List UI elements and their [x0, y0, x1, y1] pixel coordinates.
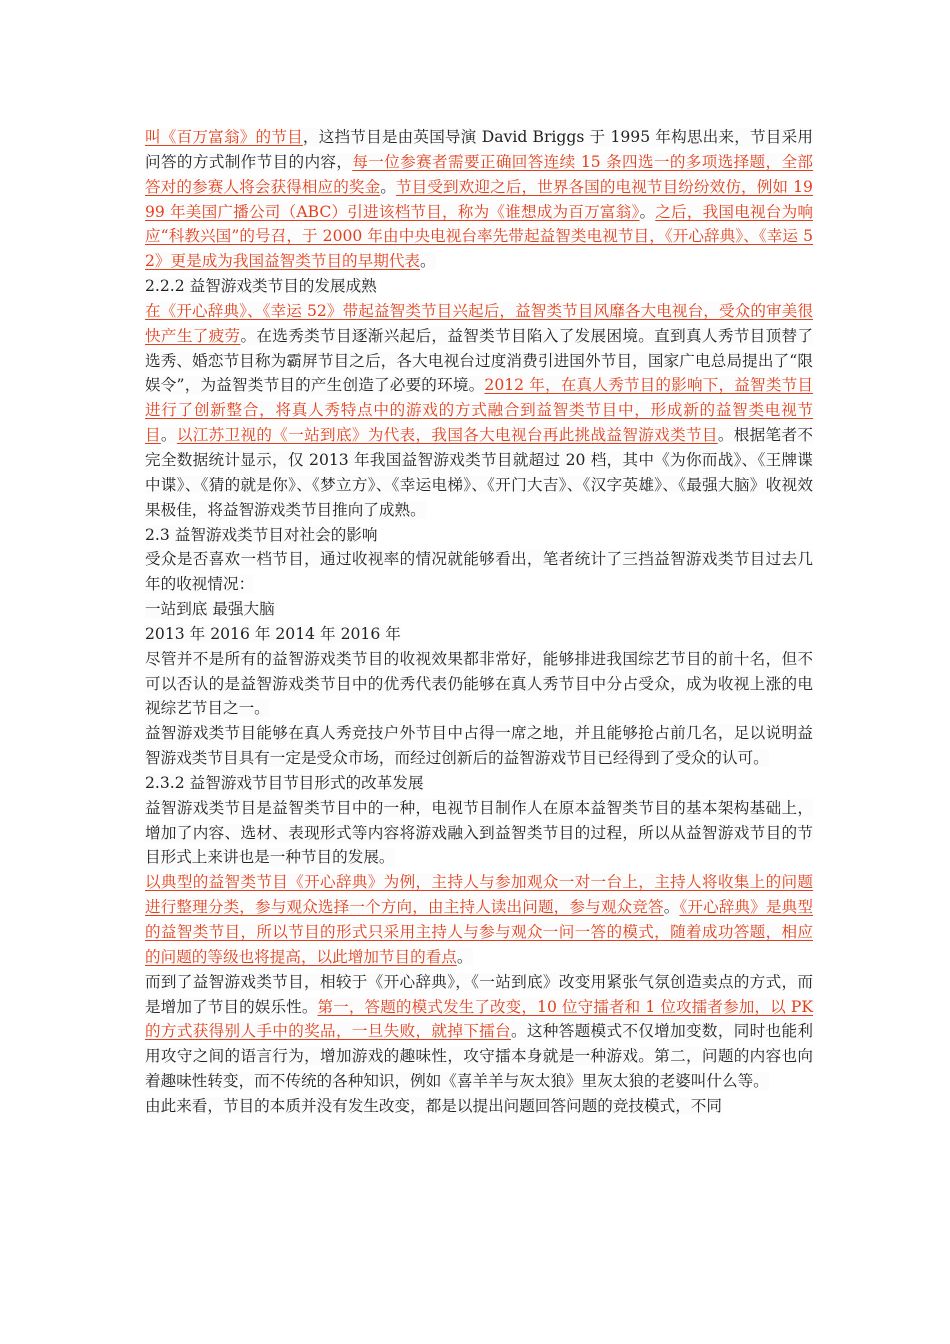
highlighted-text: 叫《百万富翁》的节目 — [145, 128, 303, 146]
paragraph — [145, 125, 813, 274]
paragraph-text — [145, 625, 401, 643]
paragraph-text — [145, 550, 813, 593]
paragraph-text — [145, 1097, 722, 1115]
body-text: 。在选秀类节目逐渐兴起后，益智类节目陷入了发展困境。直到真人秀节目顶替了选秀、婚恋节目称为霸屏节目之后，各大电视台过度消费引进国外节目，国家广电总局提出了“限娱令”，为益智类节目的产生创造了必要的环境。 — [145, 326, 813, 395]
paragraph-text — [145, 650, 813, 718]
document-body — [145, 125, 813, 1119]
body-text: 益智游戏类节目是益智类节目中的一种，电视节目制作人在原本益智类节目的基本架构基础上，增加了内容、选材、表现形式等内容将游戏融入到益智类节目的过程，所以从益智游戏节目的节目形式上来讲也是一种节目的发展。 — [145, 798, 813, 867]
highlighted-text: 之后，我国电视台为响应“科教兴国”的号召，于 2000 年由中央电视台率先带起益智类电视节目，《开心辞典》、《幸运 52》更是成为我国益智类节目的早期代表 — [145, 202, 813, 271]
paragraph — [145, 622, 813, 647]
body-text: 。 — [380, 177, 396, 196]
paragraph — [145, 523, 813, 548]
highlighted-text: 在《开心辞典》、《幸运 52》带起益智类节目兴起后，益智类节目风靡各大电视台，受众的审美很快产生了疲劳 — [145, 301, 813, 345]
body-text: 。 — [663, 898, 680, 917]
paragraph-text — [145, 526, 377, 544]
highlighted-text: 第一，答题的模式发生了改变，10 位守擂者和 1 位攻擂者参加，以 PK 的方式获得别人手中的奖品，一旦失败，就掉下擂台 — [145, 997, 813, 1041]
paragraph-text — [145, 873, 813, 966]
paragraph-text — [145, 973, 813, 1090]
paragraph — [145, 299, 813, 523]
paragraph-text — [145, 724, 813, 767]
paragraph — [145, 647, 813, 722]
paragraph — [145, 771, 813, 796]
body-text: 一站到底 最强大脑 — [145, 600, 275, 619]
paragraph — [145, 970, 813, 1094]
paragraph — [145, 796, 813, 871]
body-text: 受众是否喜欢一档节目，通过收视率的情况就能够看出，笔者统计了三挡益智游戏类节目过去几年的收视情况： — [145, 550, 813, 594]
body-text: 。 — [420, 252, 436, 271]
highlighted-text: 2012 年，在真人秀节目的影响下，益智类节目进行了创新整合，将真人秀特点中的游戏的方式融合到益智类节目中，形成新的益智类电视节目 — [145, 376, 813, 445]
paragraph-text — [145, 799, 813, 867]
highlighted-text: 每一位参赛者需要正确回答连续 15 条四选一的多项选择题，全部答对的参赛人将会获得相应的奖金 — [145, 152, 813, 196]
highlighted-text: 《开心辞典》是典型的益智类节目，所以节目的形式只采用主持人与参与观众一问一答的模式，随着成功答题，相应的问题的等级也将提高，以此增加节目的看点 — [145, 898, 813, 966]
body-text: 尽管并不是所有的益智游戏类节目的收视效果都非常好，能够排进我国综艺节目的前十名，但不可以否认的是益智游戏类节目中的优秀代表仍能够在真人秀节目中分占受众，成为收视上涨的电视综艺节目之一。 — [145, 649, 813, 718]
paragraph — [145, 597, 813, 622]
body-text: 2.3.2 益智游戏节目节目形式的改革发展 — [145, 773, 424, 792]
paragraph — [145, 721, 813, 771]
paragraph — [145, 1094, 813, 1119]
body-text: 。 — [160, 426, 177, 445]
paragraph-text — [145, 774, 424, 792]
body-text: ，这挡节目是由英国导演 David Briggs 于 1995 年构思出来，节目采用问答的方式制作节目的内容， — [145, 128, 813, 171]
body-text: 。根据笔者不完全数据统计显示，仅 2013 年我国益智游戏类节目就超过 20 档，其中《为你而战》、《王牌谍中谍》、《猜的就是你》、《梦立方》、《幸运电梯》、《开门大吉》、《汉字英雄》、《最强大脑》收视效果极佳，将益智游戏类节目推向了成熟。 — [145, 426, 813, 519]
paragraph — [145, 870, 813, 969]
body-text: 2.3 益智游戏类节目对社会的影响 — [145, 525, 378, 544]
highlighted-text: 以典型的益智类节目《开心辞典》为例，主持人与参加观众一对一台上，主持人将收集上的问题进行整理分类，参与观众选择一个方向，由主持人读出问题，参与观众竞答 — [145, 873, 813, 917]
body-text: 2.2.2 益智游戏类节目的发展成熟 — [145, 277, 377, 296]
paragraph-text — [145, 128, 813, 270]
body-text: 。 — [639, 202, 656, 221]
paragraph-text — [145, 600, 275, 618]
highlighted-text: 以江苏卫视的《一站到底》为代表，我国各大电视台再此挑战益智游戏类节目 — [176, 426, 718, 445]
body-text: 而到了益智游戏类节目，相较于《开心辞典》，《一站到底》改变用紧张气氛创造卖点的方式，而是增加了节目的娱乐性。 — [145, 972, 813, 1016]
paragraph — [145, 274, 813, 299]
body-text: 。这种答题模式不仅增加变数，同时也能利用攻守之间的语言行为，增加游戏的趣味性，攻守擂本身就是一种游戏。第二，问题的内容也向着趣味性转变，而不传统的各种知识，例如《喜羊羊与灰太狼》里灰太狼的老婆叫什么等。 — [145, 1022, 813, 1091]
body-text: 由此来看，节目的本质并没有发生改变，都是以提出问题回答问题的竞技模式，不同 — [145, 1096, 722, 1115]
body-text: 2013 年 2016 年 2014 年 2016 年 — [145, 624, 401, 643]
body-text: 。 — [456, 947, 473, 966]
paragraph-text — [145, 302, 813, 519]
body-text: 益智游戏类节目能够在真人秀竞技户外节目中占得一席之地，并且能够抢占前几名，足以说明益智游戏类节目具有一定是受众市场，而经过创新后的益智游戏节目已经得到了受众的认可。 — [145, 724, 813, 768]
paragraph-text — [145, 277, 377, 295]
highlighted-text: 节目受到欢迎之后，世界各国的电视节目纷纷效仿，例如 1999 年美国广播公司（ABC）引进该档节目，称为《谁想成为百万富翁》 — [145, 177, 813, 221]
paragraph — [145, 547, 813, 597]
